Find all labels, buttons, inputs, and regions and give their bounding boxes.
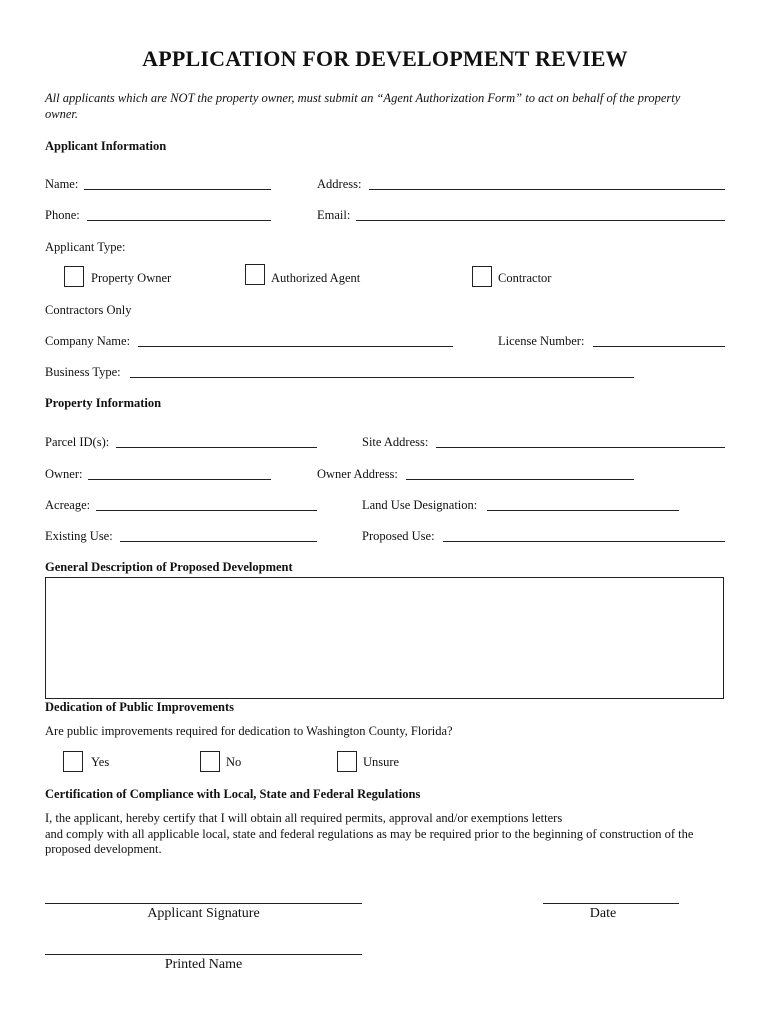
- name-label: Name:: [45, 177, 79, 191]
- contractor-label: Contractor: [498, 271, 552, 285]
- description-heading: General Description of Proposed Development: [45, 560, 293, 574]
- company-name-label: Company Name:: [45, 334, 131, 348]
- unsure-checkbox[interactable]: [337, 751, 357, 772]
- owner-address-label: Owner Address:: [317, 467, 398, 481]
- date-caption: Date: [589, 906, 617, 921]
- owner-address-field[interactable]: [406, 479, 634, 480]
- applicant-type-label: Applicant Type:: [45, 240, 126, 254]
- property-owner-label: Property Owner: [91, 271, 172, 285]
- site-address-label: Site Address:: [362, 435, 429, 449]
- parcel-id-field[interactable]: [116, 447, 317, 448]
- existing-use-label: Existing Use:: [45, 529, 113, 543]
- dedication-heading: Dedication of Public Improvements: [45, 700, 234, 714]
- applicant-signature-caption: Applicant Signature: [147, 906, 260, 921]
- no-checkbox[interactable]: [200, 751, 220, 772]
- contractor-checkbox[interactable]: [472, 266, 492, 287]
- description-textarea[interactable]: [45, 577, 724, 699]
- certification-heading: Certification of Compliance with Local, State and Federal Regulations: [45, 787, 421, 801]
- business-type-label: Business Type:: [45, 365, 121, 379]
- license-number-field[interactable]: [593, 346, 725, 347]
- dedication-question: Are public improvements required for dedication to Washington County, Florida?: [45, 724, 453, 738]
- name-field[interactable]: [84, 189, 271, 190]
- land-use-label: Land Use Designation:: [362, 498, 478, 512]
- contractors-only-heading: Contractors Only: [45, 303, 132, 317]
- authorized-agent-label: Authorized Agent: [271, 271, 361, 285]
- property-info-heading: Property Information: [45, 396, 162, 410]
- authorized-agent-checkbox[interactable]: [245, 264, 265, 285]
- agent-authorization-notice: All applicants which are NOT the property owner, must submit an “Agent Authorization Form” to act on behalf of the property owner.: [45, 91, 681, 121]
- address-label: Address:: [317, 177, 362, 191]
- business-type-field[interactable]: [130, 377, 634, 378]
- yes-label: Yes: [91, 755, 110, 769]
- printed-name-line[interactable]: [45, 954, 362, 955]
- date-line[interactable]: [543, 903, 679, 904]
- existing-use-field[interactable]: [120, 541, 317, 542]
- address-field[interactable]: [369, 189, 725, 190]
- site-address-field[interactable]: [436, 447, 725, 448]
- yes-checkbox[interactable]: [63, 751, 83, 772]
- owner-label: Owner:: [45, 467, 83, 481]
- acreage-label: Acreage:: [45, 498, 91, 512]
- unsure-label: Unsure: [363, 755, 400, 769]
- certification-line-1: I, the applicant, hereby certify that I will obtain all required permits, approval and/or exemptions letters: [45, 811, 563, 825]
- license-number-label: License Number:: [498, 334, 585, 348]
- email-label: Email:: [317, 208, 351, 222]
- parcel-id-label: Parcel ID(s):: [45, 435, 110, 449]
- email-field[interactable]: [356, 220, 725, 221]
- no-label: No: [226, 755, 242, 769]
- form-title: APPLICATION FOR DEVELOPMENT REVIEW: [142, 46, 628, 71]
- proposed-use-label: Proposed Use:: [362, 529, 435, 543]
- certification-line-2: and comply with all applicable local, state and federal regulations as may be required prior to the beginning of construction of the proposed development.: [45, 826, 694, 856]
- phone-label: Phone:: [45, 208, 80, 222]
- applicant-info-heading: Applicant Information: [45, 139, 167, 153]
- acreage-field[interactable]: [96, 510, 317, 511]
- phone-field[interactable]: [87, 220, 271, 221]
- land-use-field[interactable]: [487, 510, 679, 511]
- proposed-use-field[interactable]: [443, 541, 725, 542]
- property-owner-checkbox[interactable]: [64, 266, 84, 287]
- applicant-signature-line[interactable]: [45, 903, 362, 904]
- company-name-field[interactable]: [138, 346, 453, 347]
- certification-text: [45, 811, 735, 858]
- printed-name-caption: Printed Name: [164, 957, 243, 972]
- owner-field[interactable]: [88, 479, 271, 480]
